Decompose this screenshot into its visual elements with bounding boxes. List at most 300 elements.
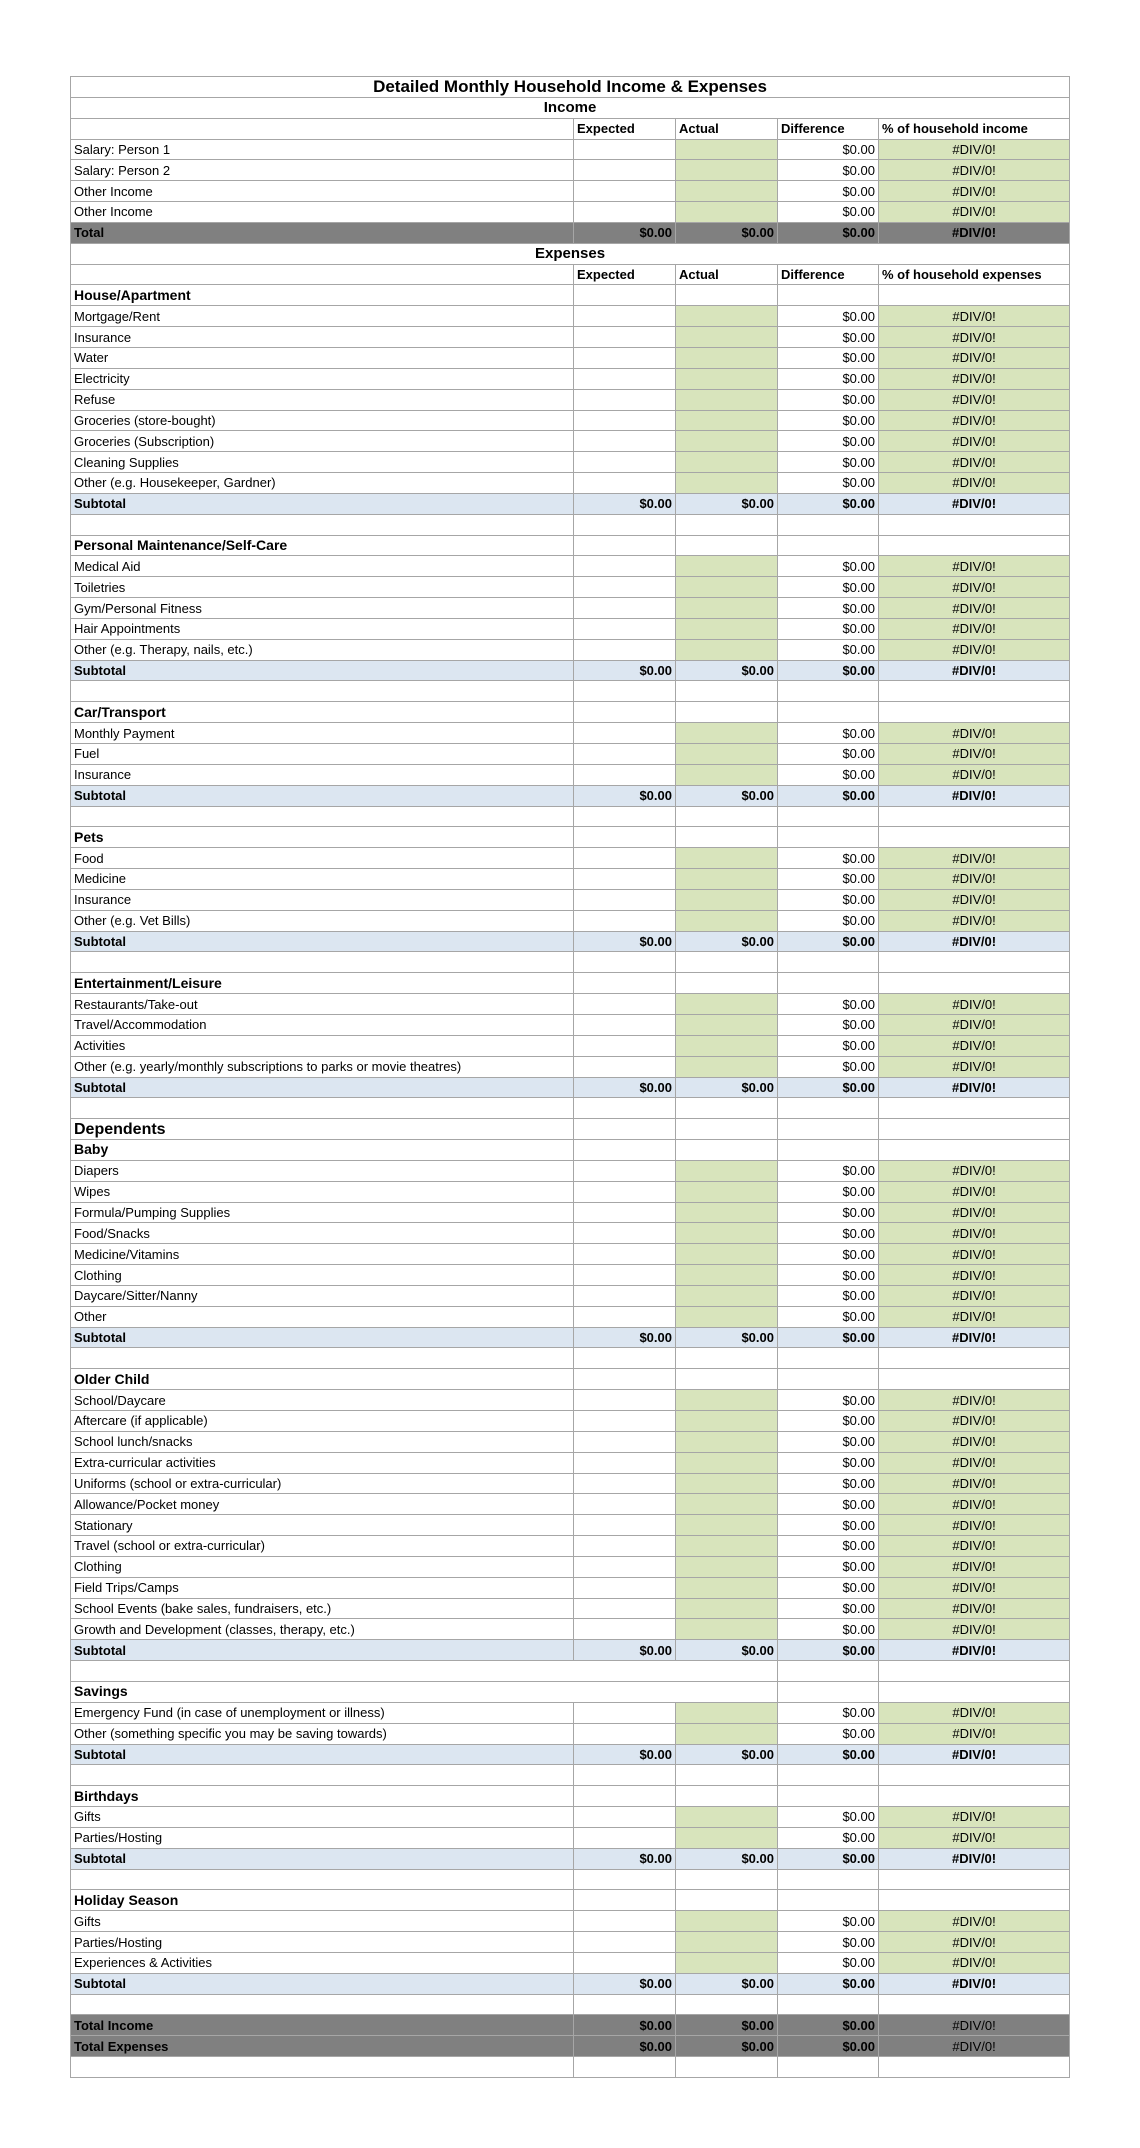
percent-total: #DIV/0! — [879, 660, 1070, 681]
expected-total: $0.00 — [574, 785, 676, 806]
item-label: Mortgage/Rent — [71, 306, 574, 327]
empty-cell[interactable] — [71, 1348, 574, 1369]
empty-cell[interactable] — [71, 1098, 574, 1119]
expected-input[interactable] — [574, 139, 676, 160]
empty-cell[interactable] — [676, 1786, 778, 1807]
percent-value: #DIV/0! — [879, 1265, 1070, 1286]
expected-input[interactable] — [574, 1035, 676, 1056]
empty-cell[interactable] — [676, 806, 778, 827]
difference-value: $0.00 — [778, 1556, 879, 1577]
empty-cell[interactable] — [879, 973, 1070, 994]
expected-input[interactable] — [574, 452, 676, 473]
percent-value: #DIV/0! — [879, 1014, 1070, 1035]
expected-input[interactable] — [574, 1244, 676, 1265]
spacer-row — [71, 1661, 1070, 1682]
actual-input[interactable] — [676, 869, 778, 890]
spacer-row — [71, 952, 1070, 973]
empty-cell[interactable] — [879, 1890, 1070, 1911]
row-label: Subtotal — [71, 1327, 574, 1348]
expected-input[interactable] — [574, 848, 676, 869]
empty-cell[interactable] — [574, 514, 676, 535]
empty-cell[interactable] — [879, 952, 1070, 973]
actual-input[interactable] — [676, 368, 778, 389]
empty-cell[interactable] — [879, 285, 1070, 306]
actual-input[interactable] — [676, 1723, 778, 1744]
empty-cell[interactable] — [574, 1869, 676, 1890]
expected-input[interactable] — [574, 910, 676, 931]
actual-input[interactable] — [676, 764, 778, 785]
column-header-percent: % of household income — [879, 118, 1070, 139]
empty-cell[interactable] — [71, 1765, 574, 1786]
category-row — [71, 1786, 1070, 1807]
empty-cell[interactable] — [778, 1348, 879, 1369]
actual-input[interactable] — [676, 1014, 778, 1035]
row-label: Subtotal — [71, 931, 574, 952]
expense-row — [71, 1014, 1070, 1035]
empty-cell[interactable] — [676, 1994, 778, 2015]
expected-input[interactable] — [574, 1952, 676, 1973]
empty-cell[interactable] — [879, 1786, 1070, 1807]
percent-value: #DIV/0! — [879, 1244, 1070, 1265]
row-label: Subtotal — [71, 1848, 574, 1869]
empty-cell[interactable] — [574, 1994, 676, 2015]
empty-cell[interactable] — [879, 806, 1070, 827]
expected-input[interactable] — [574, 1598, 676, 1619]
empty-cell[interactable] — [879, 702, 1070, 723]
item-label: Other (e.g. Therapy, nails, etc.) — [71, 639, 574, 660]
difference-value: $0.00 — [778, 764, 879, 785]
empty-cell[interactable] — [778, 1765, 879, 1786]
actual-input[interactable] — [676, 910, 778, 931]
row-label: Total Income — [71, 2015, 574, 2036]
empty-cell[interactable] — [71, 681, 574, 702]
empty-cell[interactable] — [778, 1869, 879, 1890]
actual-input[interactable] — [676, 202, 778, 223]
actual-input[interactable] — [676, 139, 778, 160]
actual-input[interactable] — [676, 1556, 778, 1577]
expense-row — [71, 848, 1070, 869]
empty-cell[interactable] — [879, 1681, 1070, 1702]
expected-input[interactable] — [574, 1452, 676, 1473]
empty-cell[interactable] — [676, 1765, 778, 1786]
empty-cell[interactable] — [778, 973, 879, 994]
expected-input[interactable] — [574, 1431, 676, 1452]
empty-cell[interactable] — [574, 2057, 676, 2078]
empty-cell[interactable] — [879, 1119, 1070, 1140]
actual-input[interactable] — [676, 1035, 778, 1056]
empty-cell[interactable] — [574, 952, 676, 973]
empty-cell[interactable] — [879, 514, 1070, 535]
income-row — [71, 181, 1070, 202]
expense-row — [71, 1473, 1070, 1494]
expected-input[interactable] — [574, 431, 676, 452]
difference-value: $0.00 — [778, 473, 879, 494]
empty-cell[interactable] — [778, 702, 879, 723]
empty-cell[interactable] — [71, 952, 574, 973]
item-label: Aftercare (if applicable) — [71, 1411, 574, 1432]
empty-cell[interactable] — [778, 952, 879, 973]
empty-cell[interactable] — [574, 1348, 676, 1369]
empty-cell[interactable] — [676, 1119, 778, 1140]
difference-value: $0.00 — [778, 1181, 879, 1202]
actual-input[interactable] — [676, 431, 778, 452]
row-label: Subtotal — [71, 660, 574, 681]
empty-cell[interactable] — [879, 1869, 1070, 1890]
empty-cell[interactable] — [778, 1140, 879, 1161]
item-label: Insurance — [71, 889, 574, 910]
category-row — [71, 535, 1070, 556]
actual-input[interactable] — [676, 1411, 778, 1432]
expected-input[interactable] — [574, 1285, 676, 1306]
empty-cell[interactable] — [574, 1098, 676, 1119]
percent-value: #DIV/0! — [879, 848, 1070, 869]
empty-cell[interactable] — [574, 1140, 676, 1161]
expense-row — [71, 869, 1070, 890]
actual-input[interactable] — [676, 410, 778, 431]
empty-cell[interactable] — [574, 535, 676, 556]
percent-value: #DIV/0! — [879, 1515, 1070, 1536]
expense-row — [71, 1577, 1070, 1598]
category-row — [71, 1369, 1070, 1390]
actual-input[interactable] — [676, 1452, 778, 1473]
row-label: Subtotal — [71, 1973, 574, 1994]
empty-cell[interactable] — [879, 535, 1070, 556]
empty-cell[interactable] — [778, 1994, 879, 2015]
percent-value: #DIV/0! — [879, 139, 1070, 160]
item-label: Wipes — [71, 1181, 574, 1202]
expected-input[interactable] — [574, 1932, 676, 1953]
expected-input[interactable] — [574, 202, 676, 223]
empty-cell[interactable] — [676, 952, 778, 973]
actual-input[interactable] — [676, 1473, 778, 1494]
empty-cell[interactable] — [778, 827, 879, 848]
difference-value: $0.00 — [778, 1598, 879, 1619]
percent-total: #DIV/0! — [879, 222, 1070, 243]
empty-cell[interactable] — [778, 1661, 879, 1682]
empty-cell[interactable] — [574, 702, 676, 723]
actual-input[interactable] — [676, 848, 778, 869]
empty-cell[interactable] — [676, 681, 778, 702]
actual-input[interactable] — [676, 327, 778, 348]
actual-input[interactable] — [676, 1515, 778, 1536]
actual-input[interactable] — [676, 1244, 778, 1265]
empty-cell[interactable] — [676, 827, 778, 848]
empty-cell[interactable] — [778, 1786, 879, 1807]
empty-cell[interactable] — [676, 1348, 778, 1369]
empty-cell[interactable] — [574, 1119, 676, 1140]
expected-input[interactable] — [574, 1619, 676, 1640]
category-row — [71, 1681, 1070, 1702]
spacer-row — [71, 1098, 1070, 1119]
empty-cell[interactable] — [778, 1119, 879, 1140]
item-label: Medical Aid — [71, 556, 574, 577]
empty-cell[interactable] — [778, 1369, 879, 1390]
expected-input[interactable] — [574, 1515, 676, 1536]
actual-input[interactable] — [676, 1285, 778, 1306]
empty-cell[interactable] — [71, 1994, 574, 2015]
expected-input[interactable] — [574, 327, 676, 348]
expected-input[interactable] — [574, 1390, 676, 1411]
expected-input[interactable] — [574, 1702, 676, 1723]
expected-input[interactable] — [574, 1181, 676, 1202]
empty-cell[interactable] — [778, 806, 879, 827]
empty-cell[interactable] — [778, 681, 879, 702]
expected-input[interactable] — [574, 1577, 676, 1598]
percent-value: #DIV/0! — [879, 347, 1070, 368]
category-label: Entertainment/Leisure — [71, 973, 574, 994]
expected-input[interactable] — [574, 347, 676, 368]
expense-row — [71, 1619, 1070, 1640]
expected-input[interactable] — [574, 368, 676, 389]
expected-input[interactable] — [574, 1827, 676, 1848]
actual-input[interactable] — [676, 1306, 778, 1327]
expected-input[interactable] — [574, 869, 676, 890]
empty-cell[interactable] — [676, 702, 778, 723]
difference-value: $0.00 — [778, 1035, 879, 1056]
actual-input[interactable] — [676, 160, 778, 181]
empty-cell[interactable] — [574, 806, 676, 827]
actual-input[interactable] — [676, 452, 778, 473]
difference-value: $0.00 — [778, 181, 879, 202]
empty-cell[interactable] — [676, 285, 778, 306]
actual-input[interactable] — [676, 1223, 778, 1244]
expected-input[interactable] — [574, 723, 676, 744]
expected-input[interactable] — [574, 556, 676, 577]
empty-cell[interactable] — [676, 535, 778, 556]
actual-input[interactable] — [676, 473, 778, 494]
expected-input[interactable] — [574, 1306, 676, 1327]
expected-input[interactable] — [574, 1494, 676, 1515]
empty-cell[interactable] — [574, 1890, 676, 1911]
percent-value: #DIV/0! — [879, 1452, 1070, 1473]
item-label: Refuse — [71, 389, 574, 410]
item-label: School Events (bake sales, fundraisers, etc.) — [71, 1598, 574, 1619]
difference-total: $0.00 — [778, 222, 879, 243]
actual-input[interactable] — [676, 889, 778, 910]
actual-input[interactable] — [676, 1181, 778, 1202]
actual-input[interactable] — [676, 1619, 778, 1640]
actual-input[interactable] — [676, 639, 778, 660]
empty-cell[interactable] — [879, 2057, 1070, 2078]
empty-cell[interactable] — [879, 1994, 1070, 2015]
empty-cell[interactable] — [71, 1869, 574, 1890]
expected-input[interactable] — [574, 598, 676, 619]
expected-input[interactable] — [574, 1556, 676, 1577]
empty-cell[interactable] — [879, 1348, 1070, 1369]
empty-cell[interactable] — [71, 806, 574, 827]
expected-input[interactable] — [574, 1411, 676, 1432]
difference-value: $0.00 — [778, 1306, 879, 1327]
percent-value: #DIV/0! — [879, 306, 1070, 327]
actual-input[interactable] — [676, 1911, 778, 1932]
actual-input[interactable] — [676, 1265, 778, 1286]
actual-input[interactable] — [676, 347, 778, 368]
expected-input[interactable] — [574, 410, 676, 431]
actual-input[interactable] — [676, 1932, 778, 1953]
actual-input[interactable] — [676, 556, 778, 577]
item-label: Clothing — [71, 1556, 574, 1577]
difference-value: $0.00 — [778, 368, 879, 389]
expense-row — [71, 1244, 1070, 1265]
empty-cell[interactable] — [778, 2057, 879, 2078]
expected-input[interactable] — [574, 306, 676, 327]
expense-row — [71, 1202, 1070, 1223]
expense-row — [71, 1598, 1070, 1619]
item-label: Cleaning Supplies — [71, 452, 574, 473]
actual-input[interactable] — [676, 744, 778, 765]
empty-cell[interactable] — [71, 2057, 574, 2078]
actual-input[interactable] — [676, 1827, 778, 1848]
empty-cell[interactable] — [879, 1098, 1070, 1119]
expense-row — [71, 1056, 1070, 1077]
empty-cell[interactable] — [574, 1765, 676, 1786]
empty-cell[interactable] — [676, 1140, 778, 1161]
actual-input[interactable] — [676, 181, 778, 202]
expected-input[interactable] — [574, 473, 676, 494]
item-label: Parties/Hosting — [71, 1932, 574, 1953]
empty-cell[interactable] — [879, 1369, 1070, 1390]
expected-input[interactable] — [574, 1223, 676, 1244]
percent-value: #DIV/0! — [879, 452, 1070, 473]
expected-input[interactable] — [574, 1473, 676, 1494]
expected-input[interactable] — [574, 1265, 676, 1286]
actual-total: $0.00 — [676, 1077, 778, 1098]
percent-value: #DIV/0! — [879, 1702, 1070, 1723]
empty-cell[interactable] — [879, 1661, 1070, 1682]
expense-row — [71, 431, 1070, 452]
spacer-row — [71, 1994, 1070, 2015]
expected-total: $0.00 — [574, 493, 676, 514]
difference-value: $0.00 — [778, 869, 879, 890]
expected-input[interactable] — [574, 639, 676, 660]
expected-input[interactable] — [574, 1807, 676, 1828]
empty-cell[interactable] — [879, 827, 1070, 848]
actual-input[interactable] — [676, 389, 778, 410]
empty-cell[interactable] — [574, 285, 676, 306]
empty-cell[interactable] — [879, 1765, 1070, 1786]
difference-total: $0.00 — [778, 1327, 879, 1348]
empty-cell[interactable] — [778, 1098, 879, 1119]
actual-input[interactable] — [676, 1577, 778, 1598]
empty-cell[interactable] — [778, 1890, 879, 1911]
expected-input[interactable] — [574, 889, 676, 910]
expected-input[interactable] — [574, 1911, 676, 1932]
actual-input[interactable] — [676, 1160, 778, 1181]
actual-input[interactable] — [676, 577, 778, 598]
item-label: Other (e.g. Vet Bills) — [71, 910, 574, 931]
difference-value: $0.00 — [778, 347, 879, 368]
expected-input[interactable] — [574, 181, 676, 202]
actual-input[interactable] — [676, 1390, 778, 1411]
empty-cell[interactable] — [676, 1890, 778, 1911]
expected-input[interactable] — [574, 1056, 676, 1077]
expected-input[interactable] — [574, 994, 676, 1015]
empty-cell[interactable] — [676, 2057, 778, 2078]
actual-input[interactable] — [676, 1702, 778, 1723]
actual-input[interactable] — [676, 618, 778, 639]
empty-cell[interactable] — [574, 1369, 676, 1390]
expense-row — [71, 306, 1070, 327]
empty-cell[interactable] — [778, 514, 879, 535]
expected-input[interactable] — [574, 1202, 676, 1223]
column-header-difference: Difference — [778, 118, 879, 139]
expense-row — [71, 1515, 1070, 1536]
difference-value: $0.00 — [778, 639, 879, 660]
percent-value: #DIV/0! — [879, 1952, 1070, 1973]
percent-total: #DIV/0! — [879, 1848, 1070, 1869]
actual-input[interactable] — [676, 1807, 778, 1828]
item-label: Insurance — [71, 764, 574, 785]
empty-cell[interactable] — [778, 535, 879, 556]
difference-value: $0.00 — [778, 1536, 879, 1557]
expense-row — [71, 389, 1070, 410]
expected-input[interactable] — [574, 577, 676, 598]
difference-value: $0.00 — [778, 723, 879, 744]
actual-input[interactable] — [676, 1056, 778, 1077]
actual-input[interactable] — [676, 1536, 778, 1557]
actual-input[interactable] — [676, 1494, 778, 1515]
empty-cell[interactable] — [676, 1369, 778, 1390]
expected-input[interactable] — [574, 618, 676, 639]
expected-input[interactable] — [574, 1014, 676, 1035]
empty-cell[interactable] — [574, 1786, 676, 1807]
empty-cell[interactable] — [676, 1098, 778, 1119]
empty-cell[interactable] — [676, 1869, 778, 1890]
expected-input[interactable] — [574, 1536, 676, 1557]
empty-cell[interactable] — [778, 285, 879, 306]
actual-input[interactable] — [676, 723, 778, 744]
income-total-row — [71, 222, 1070, 243]
percent-value: #DIV/0! — [879, 1911, 1070, 1932]
empty-cell[interactable] — [778, 1681, 879, 1702]
percent-value: #DIV/0! — [879, 1556, 1070, 1577]
actual-input[interactable] — [676, 994, 778, 1015]
difference-total: $0.00 — [778, 2015, 879, 2036]
item-label: Medicine/Vitamins — [71, 1244, 574, 1265]
empty-cell[interactable] — [574, 973, 676, 994]
expected-input[interactable] — [574, 764, 676, 785]
actual-input[interactable] — [676, 306, 778, 327]
difference-value: $0.00 — [778, 910, 879, 931]
empty-cell[interactable] — [71, 514, 574, 535]
header-spacer — [71, 264, 574, 285]
income-row — [71, 139, 1070, 160]
empty-cell[interactable] — [879, 681, 1070, 702]
empty-cell[interactable] — [879, 1140, 1070, 1161]
item-label: Groceries (store-bought) — [71, 410, 574, 431]
expected-input[interactable] — [574, 160, 676, 181]
expense-row — [71, 1265, 1070, 1286]
empty-cell[interactable] — [676, 973, 778, 994]
actual-input[interactable] — [676, 1202, 778, 1223]
empty-cell[interactable] — [574, 681, 676, 702]
grand-total-row — [71, 2015, 1070, 2036]
expected-input[interactable] — [574, 1723, 676, 1744]
actual-input[interactable] — [676, 598, 778, 619]
empty-cell[interactable] — [676, 514, 778, 535]
expected-input[interactable] — [574, 744, 676, 765]
actual-input[interactable] — [676, 1598, 778, 1619]
expense-row — [71, 556, 1070, 577]
actual-total: $0.00 — [676, 785, 778, 806]
expense-row — [71, 1911, 1070, 1932]
actual-input[interactable] — [676, 1952, 778, 1973]
empty-cell[interactable] — [574, 827, 676, 848]
expected-input[interactable] — [574, 1160, 676, 1181]
subtotal-row — [71, 493, 1070, 514]
expected-input[interactable] — [574, 389, 676, 410]
actual-input[interactable] — [676, 1431, 778, 1452]
